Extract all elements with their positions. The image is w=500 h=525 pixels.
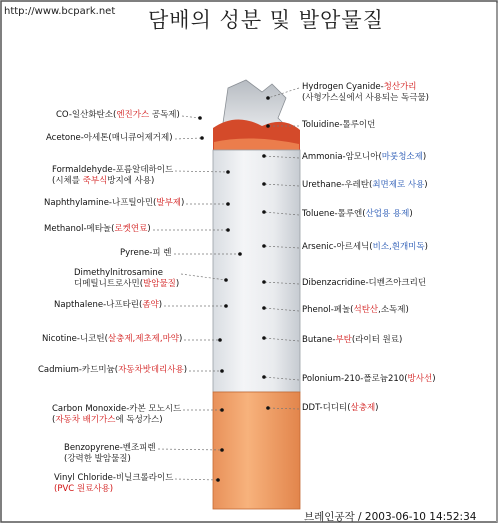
component-text: Dimethylnitrosamine [74, 268, 164, 278]
pointer-dot [266, 124, 270, 128]
left-component-label [64, 443, 156, 465]
component-text: Methanol-메타놀( [44, 224, 115, 234]
component-name [54, 473, 173, 484]
component-name [302, 120, 375, 131]
component-name [44, 224, 151, 235]
component-text-tail: ) [375, 403, 379, 413]
component-name [302, 82, 429, 93]
component-name [64, 443, 156, 454]
component-text-tail: ) [183, 365, 188, 375]
component-text: Butane- [302, 335, 336, 345]
component-text-tail: ) [179, 334, 183, 344]
component-text-tail: ) [158, 300, 163, 310]
component-name [56, 110, 180, 121]
page-title: 담배의 성분 및 발암물질 [148, 8, 384, 32]
component-text: Pyrene-피 렌 [120, 248, 172, 258]
component-name [38, 365, 187, 376]
left-component-label [54, 300, 162, 311]
component-note [64, 454, 156, 465]
leader-line [182, 116, 200, 118]
left-component-label [74, 268, 179, 290]
note-text: 디메틸니트로사민( [74, 279, 144, 289]
highlight-blue: 마룻청소제 [381, 152, 423, 162]
right-component-label [302, 180, 428, 191]
pointer-dot [266, 96, 270, 100]
note-text: (강력한 발암물질) [64, 454, 131, 464]
component-note [52, 415, 181, 426]
component-name [302, 374, 436, 385]
component-note [54, 484, 173, 495]
leader-line [175, 479, 218, 480]
component-name [302, 278, 426, 289]
component-name [52, 404, 181, 415]
pointer-dot [220, 448, 224, 452]
right-component-label [302, 209, 413, 220]
pointer-dot [220, 369, 224, 373]
leader-line [158, 449, 222, 450]
component-text: Toluidine-톨루이던 [302, 120, 376, 130]
highlight-red: 청산가리 [383, 82, 417, 92]
pointer-dot [224, 304, 228, 308]
cigarette-filter [213, 392, 300, 509]
component-text: Urethane-우레탄( [302, 180, 373, 190]
left-component-label [56, 110, 180, 121]
left-component-label [44, 198, 184, 209]
component-text: Vinyl Chloride-비닐크롤라이드 [54, 473, 174, 483]
component-text: Ammonia-암모니아( [302, 152, 382, 162]
component-text-tail: ) [409, 209, 413, 219]
right-component-label [302, 152, 426, 163]
component-text: Phenol-페놀( [302, 305, 354, 315]
highlight-red: 자동차밧데리사용 [118, 365, 184, 375]
component-text-tail: ) [424, 242, 428, 252]
component-text-tail: 공독제) [149, 110, 180, 120]
pointer-dot [262, 336, 266, 340]
right-component-label [302, 335, 402, 346]
pointer-dot [226, 228, 230, 232]
pointer-dot [200, 136, 204, 140]
note-text: (사형가스실에서 사용되는 독극물) [302, 93, 429, 103]
note-text-tail: 방지에 사용) [107, 176, 155, 186]
left-component-label [38, 365, 187, 376]
highlight-blue: 산업용 용제 [365, 209, 410, 219]
component-name [302, 403, 379, 414]
component-name [46, 133, 173, 144]
pointer-dot [262, 210, 266, 214]
pointer-dot [262, 306, 266, 310]
watermark: http://www.bcpark.net [4, 6, 116, 17]
component-note [302, 93, 429, 104]
note-highlight-red: 죽부식 [82, 176, 108, 186]
component-name [302, 180, 428, 191]
component-text-tail: ,소독제) [378, 305, 409, 315]
pointer-dot [226, 202, 230, 206]
highlight-red: 살충제 [350, 403, 376, 413]
component-name [302, 335, 402, 346]
pointer-dot [262, 375, 266, 379]
component-name [120, 248, 172, 259]
highlight-red: 엔진가스 [116, 110, 150, 120]
left-component-label [44, 224, 151, 235]
component-note [52, 176, 173, 187]
right-component-label [302, 305, 409, 316]
highlight-blue: 최면제로 사용 [372, 180, 425, 190]
highlight-red: 좀약 [142, 300, 159, 310]
component-text: CO-일산화탄소( [56, 110, 117, 120]
component-name [54, 300, 162, 311]
highlight-red: 방사선 [407, 374, 433, 384]
component-text-tail: ) [181, 198, 185, 208]
highlight-red: 석탄산 [353, 305, 379, 315]
leader-line [175, 138, 202, 139]
note-highlight-red: (PVC 원료사용) [54, 484, 114, 494]
component-text-tail: (라이터 원료) [351, 335, 403, 345]
component-name [42, 334, 182, 345]
component-text: Acetone-아세톤(매니큐어제거제) [46, 133, 173, 143]
component-text-tail: ) [147, 224, 151, 234]
pointer-dot [226, 170, 230, 174]
right-component-label [302, 82, 429, 104]
component-text: Toluene-톨루엔( [302, 209, 366, 219]
component-text: Polonium-210-폴로늄210( [302, 374, 408, 384]
pointer-dot [262, 244, 266, 248]
left-component-label [42, 334, 182, 345]
pointer-dot [198, 116, 202, 120]
pointer-dot [238, 252, 242, 256]
pointer-dot [224, 278, 228, 282]
note-text: (시체를 [52, 176, 83, 186]
highlight-blue: 비소,흰개미독 [372, 242, 425, 252]
component-note [74, 279, 179, 290]
component-text: DDT-디디티( [302, 403, 351, 413]
left-component-label [52, 404, 181, 426]
component-text-tail: ) [424, 180, 428, 190]
pointer-dot [266, 406, 270, 410]
component-text: Carbon Monoxide-카본 모노시드 [52, 404, 182, 414]
note-text-tail: ) [175, 279, 180, 289]
component-name [302, 305, 409, 316]
right-component-label [302, 278, 426, 289]
highlight-red: 부탄 [335, 335, 352, 345]
right-component-label [302, 403, 379, 414]
component-text: Napthalene-나프타린( [54, 300, 143, 310]
right-component-label [302, 120, 375, 131]
component-name [52, 165, 173, 176]
note-highlight-red: 발암물질 [143, 279, 176, 289]
left-component-label [54, 473, 173, 495]
component-name [302, 209, 413, 220]
left-component-label [120, 248, 172, 259]
component-name [74, 268, 179, 279]
component-text: Dibenzacridine-디벤즈아크리딘 [302, 278, 427, 288]
note-highlight-red: 자동차 배기가스 [55, 415, 116, 425]
component-text: Formaldehyde-포름알데하이드 [52, 165, 174, 175]
note-text: ( [52, 415, 56, 425]
component-text: Benzopyrene-벤조피렌 [64, 443, 156, 453]
component-text: Arsenic-아르세닉( [302, 242, 373, 252]
component-name [302, 152, 426, 163]
pointer-dot [218, 338, 222, 342]
component-name [302, 242, 428, 253]
left-component-label [46, 133, 173, 144]
highlight-red: 로켓연료 [114, 224, 148, 234]
component-text: Hydrogen Cyanide- [302, 82, 384, 92]
cigarette-paper [213, 150, 300, 392]
pointer-dot [216, 478, 220, 482]
note-text-tail: 에 독성가스) [115, 415, 163, 425]
component-name [44, 198, 184, 209]
component-text-tail: ) [432, 374, 436, 384]
right-component-label [302, 242, 428, 253]
pointer-dot [262, 182, 266, 186]
component-text: Nicotine-니코틴( [42, 334, 108, 344]
highlight-red: 살충제,제초제,마약 [107, 334, 180, 344]
right-component-label [302, 374, 436, 385]
highlight-red: 발부제 [156, 198, 182, 208]
component-text: Naphthylamine-나프틸아민( [44, 198, 157, 208]
credit-text: 브레인공작 / 2003-06-10 14:52:34 [304, 511, 477, 523]
pointer-dot [262, 280, 266, 284]
pointer-dot [262, 154, 266, 158]
component-text: Cadmium-카드미늄( [38, 365, 119, 375]
pointer-dot [220, 408, 224, 412]
component-text-tail: ) [422, 152, 427, 162]
left-component-label [52, 165, 173, 187]
